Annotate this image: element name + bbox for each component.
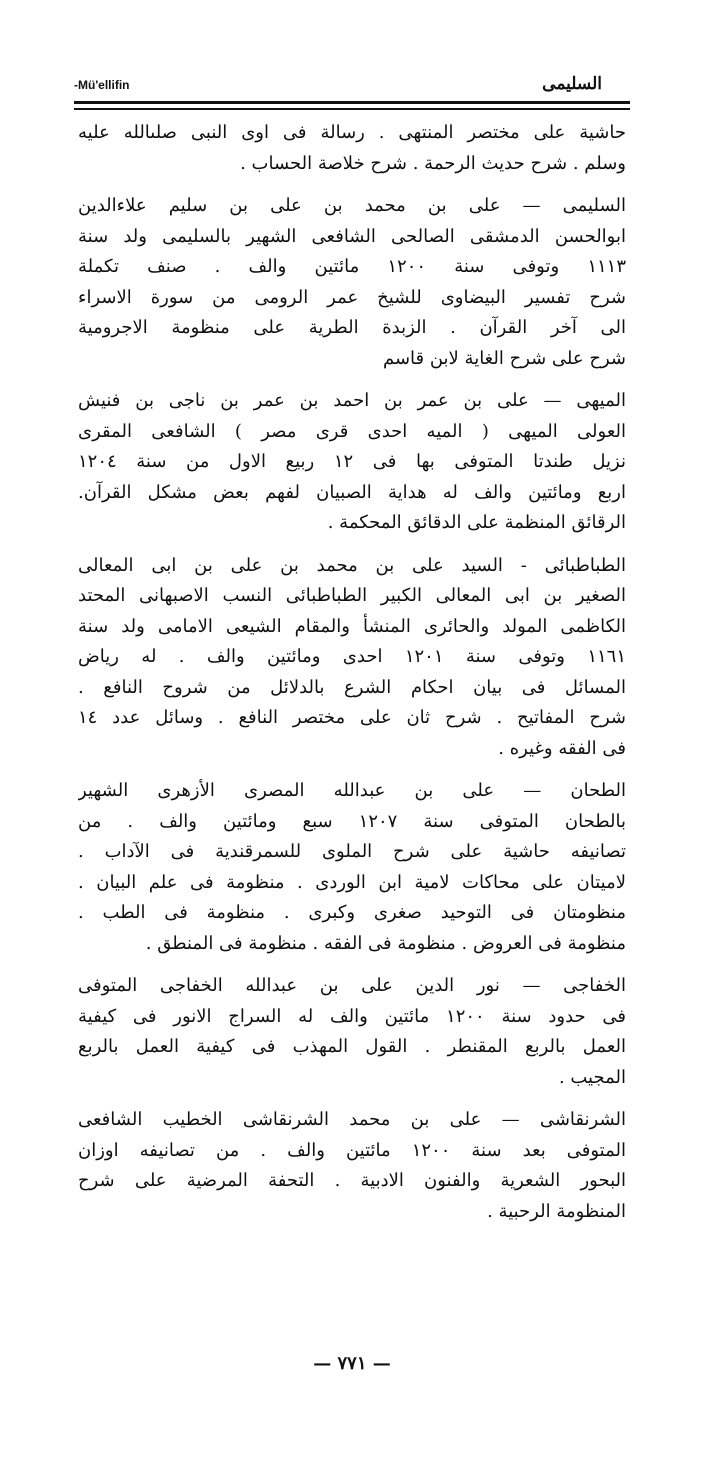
entry-paragraph [78,551,626,765]
text-line: ١١١٣ وتوفى سنة ١٢٠٠ مائتين والف . صنف تكملة [78,256,626,277]
running-header-arabic: السليمى [542,74,602,94]
text-line: لاميتان على محاكات لامية ابن الوردى . منظومة فى علم البيان . [78,871,626,893]
text-line: فى الفقه وغيره . [498,737,626,759]
text-line: البحور الشعرية والفنون الادبية . التحفة المرضية على شرح [78,1170,626,1191]
text-line: شرح على شرح الغاية لابن قاسم [382,347,626,369]
text-line: المجيب . [558,1066,626,1088]
page-number: — ٧٧١ — [313,1353,391,1374]
entry-paragraph [78,776,626,959]
entry-paragraph [78,971,626,1093]
text-line: المتوفى بعد سنة ١٢٠٠ مائتين والف . من تصانيفه اوزان [78,1139,626,1161]
entry-paragraph [78,191,626,374]
text-line: الطحان — على بن عبدالله المصرى الأزهرى الشهير [78,780,626,801]
text-line: منظومة فى العروض . منظومة فى الفقه . منظومة فى المنطق . [145,932,626,954]
text-line: ابوالحسن الدمشقى الصالحى الشافعى الشهير بالسليمى ولد سنة [78,225,626,247]
text-line: الى آخر القرآن . الزبدة الطرية على منظومة الاجرومية [78,317,626,338]
text-line: الميهى — على بن عمر بن احمد بن عمر بن ناجى بن فنيش [78,390,626,411]
entry-paragraph [78,386,626,539]
text-line: العولى الميهى ( الميه احدى قرى مصر ) الشافعى المقرى [78,420,626,442]
running-header-latin: -Mü'ellifin [74,78,130,92]
text-line: بالطحان المتوفى سنة ١٢٠٧ سبع ومائتين والف . من [78,810,626,832]
page-body [78,118,626,1227]
text-line: منظومتان فى التوحيد صغرى وكبرى . منظومة فى الطب . [78,902,626,923]
text-line: الصغير بن ابى المعالى الكبير الطباطبائى النسب الاصبهانى المحتد [78,585,626,606]
text-line: الخفاجى — نور الدين على بن عبدالله الخفاجى المتوفى [78,975,626,996]
text-line: اربع ومائتين والف له هداية الصبيان لفهم بعض مشكل القرآن. [78,481,626,503]
text-line: شرح تفسير البيضاوى للشيخ عمر الرومى من سورة الاسراء [78,286,626,308]
text-line: الرقائق المنظمة على الدقائق المحكمة . [327,512,626,533]
text-line: حاشية على مختصر المنتهى . رسالة فى اوى النبى صلىالله عليه [78,122,626,143]
text-line: تصانيفه حاشية على شرح الملوى للسمرقندية فى الآداب . [78,841,626,862]
entry-paragraph [78,1105,626,1227]
text-line: الشرنقاشى — على بن محمد الشرنقاشى الخطيب الشافعى [78,1109,626,1130]
entry-paragraph [78,118,626,179]
header-rule-thin [74,108,630,110]
text-line: وسلم . شرح حديث الرحمة . شرح خلاصة الحساب . [240,152,626,174]
text-line: نزيل طندتا المتوفى بها فى ١٢ ربيع الاول من سنة ١٢٠٤ [78,451,626,472]
text-line: السليمى — على بن محمد بن على بن سليم علاءالدين [78,195,626,216]
text-line: الكاظمى المولد والحائرى المنشأ والمقام الشيعى الامامى ولد سنة [78,615,626,637]
text-line: المنظومة الرحبية . [487,1200,626,1222]
text-line: المسائل فى بيان احكام الشرع بالدلائل من شروح النافع . [78,676,626,698]
header-rule-thick [74,101,630,104]
text-line: الطباطبائى - السيد على بن محمد بن على بن ابى المعالى [78,554,626,576]
text-line: شرح المفاتيح . شرح ثان على مختصر النافع . وسائل عدد ١٤ [78,707,626,728]
text-line: فى حدود سنة ١٢٠٠ مائتين والف له السراج الانور فى كيفية [78,1005,626,1027]
text-line: ١١٦١ وتوفى سنة ١٢٠١ احدى ومائتين والف . له رياض [78,646,626,667]
text-line: العمل بالربع المقنطر . القول المهذب فى كيفية العمل بالربع [78,1036,626,1057]
